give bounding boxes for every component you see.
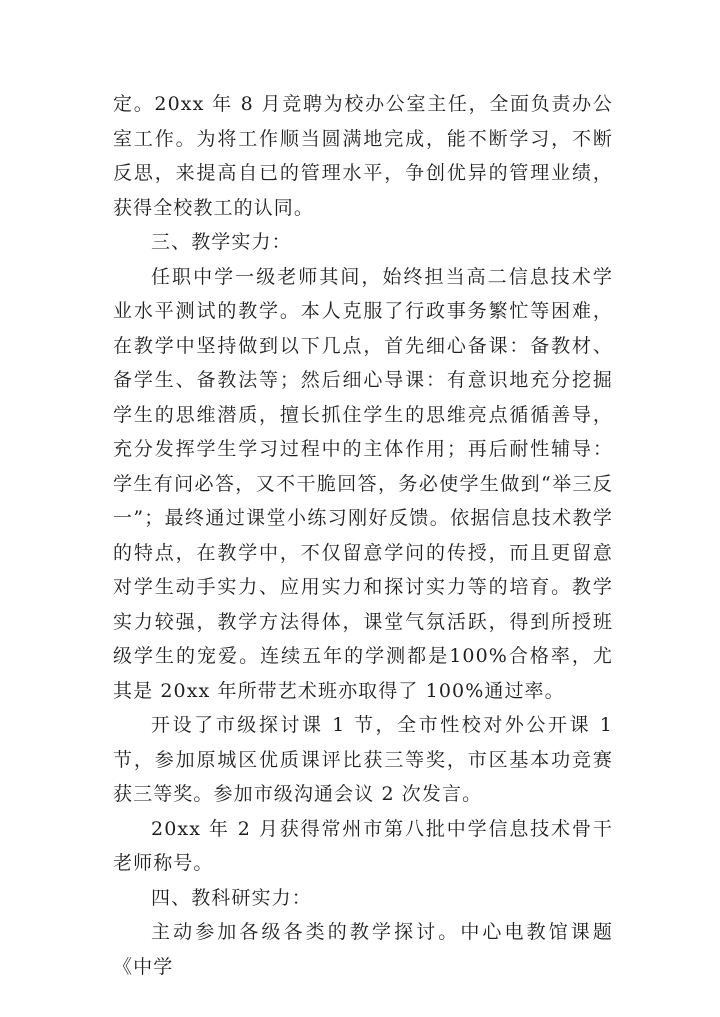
paragraph-open-classes: 开设了市级探讨课 1 节，全市性校对外公开课 1 节，参加原城区优质课评比获三等奖，市区基本功竞赛获三等奖。参加市级沟通会议 2 次发言。 <box>113 714 613 805</box>
paragraph-teaching: 任职中学一级老师其间，始终担当高二信息技术学业水平测试的教学。本人克服了行政事务繁忙等困难，在教学中坚持做到以下几点，首先细心备课：备教材、备学生、备教法等；然后细心导课：有意识地充分挖掘学生的思维潜质，擅长抓住学生的思维亮点循循善导，充分发挥学生学习过程中的主体作用；再后耐性辅导：学生有问必答，又不干脆回答，务必使学生做到“举三反一”；最终通过课堂小练习刚好反馈。依据信息技术教学的特点，在教学中，不仅留意学问的传授，而且更留意对学生动手实力、应用实力和探讨实力等的培育。教学实力较强，教学方法得体，课堂气氛活跃，得到所授班级学生的宠爱。连续五年的学测都是100%合格率，尤其是 20xx 年所带艺术班亦取得了 100%通过率。 <box>113 265 613 702</box>
section-heading-research: 四、教科研实力： <box>151 886 312 909</box>
document-body <box>113 87 613 984</box>
section-heading-teaching: 三、教学实力： <box>151 231 292 253</box>
paragraph-honor: 20xx 年 2 月获得常州市第八批中学信息技术骨干老师称号。 <box>113 817 613 874</box>
paragraph-continued: 定。20xx 年 8 月竞聘为校办公室主任，全面负责办公室工作。为将工作顺当圆满地完成，能不断学习，不断反思，来提高自已的管理水平，争创优异的管理业绩，获得全校教工的认同。 <box>113 93 613 219</box>
paragraph-research: 主动参加各级各类的教学探讨。中心电教馆课题《中学 <box>113 921 613 978</box>
